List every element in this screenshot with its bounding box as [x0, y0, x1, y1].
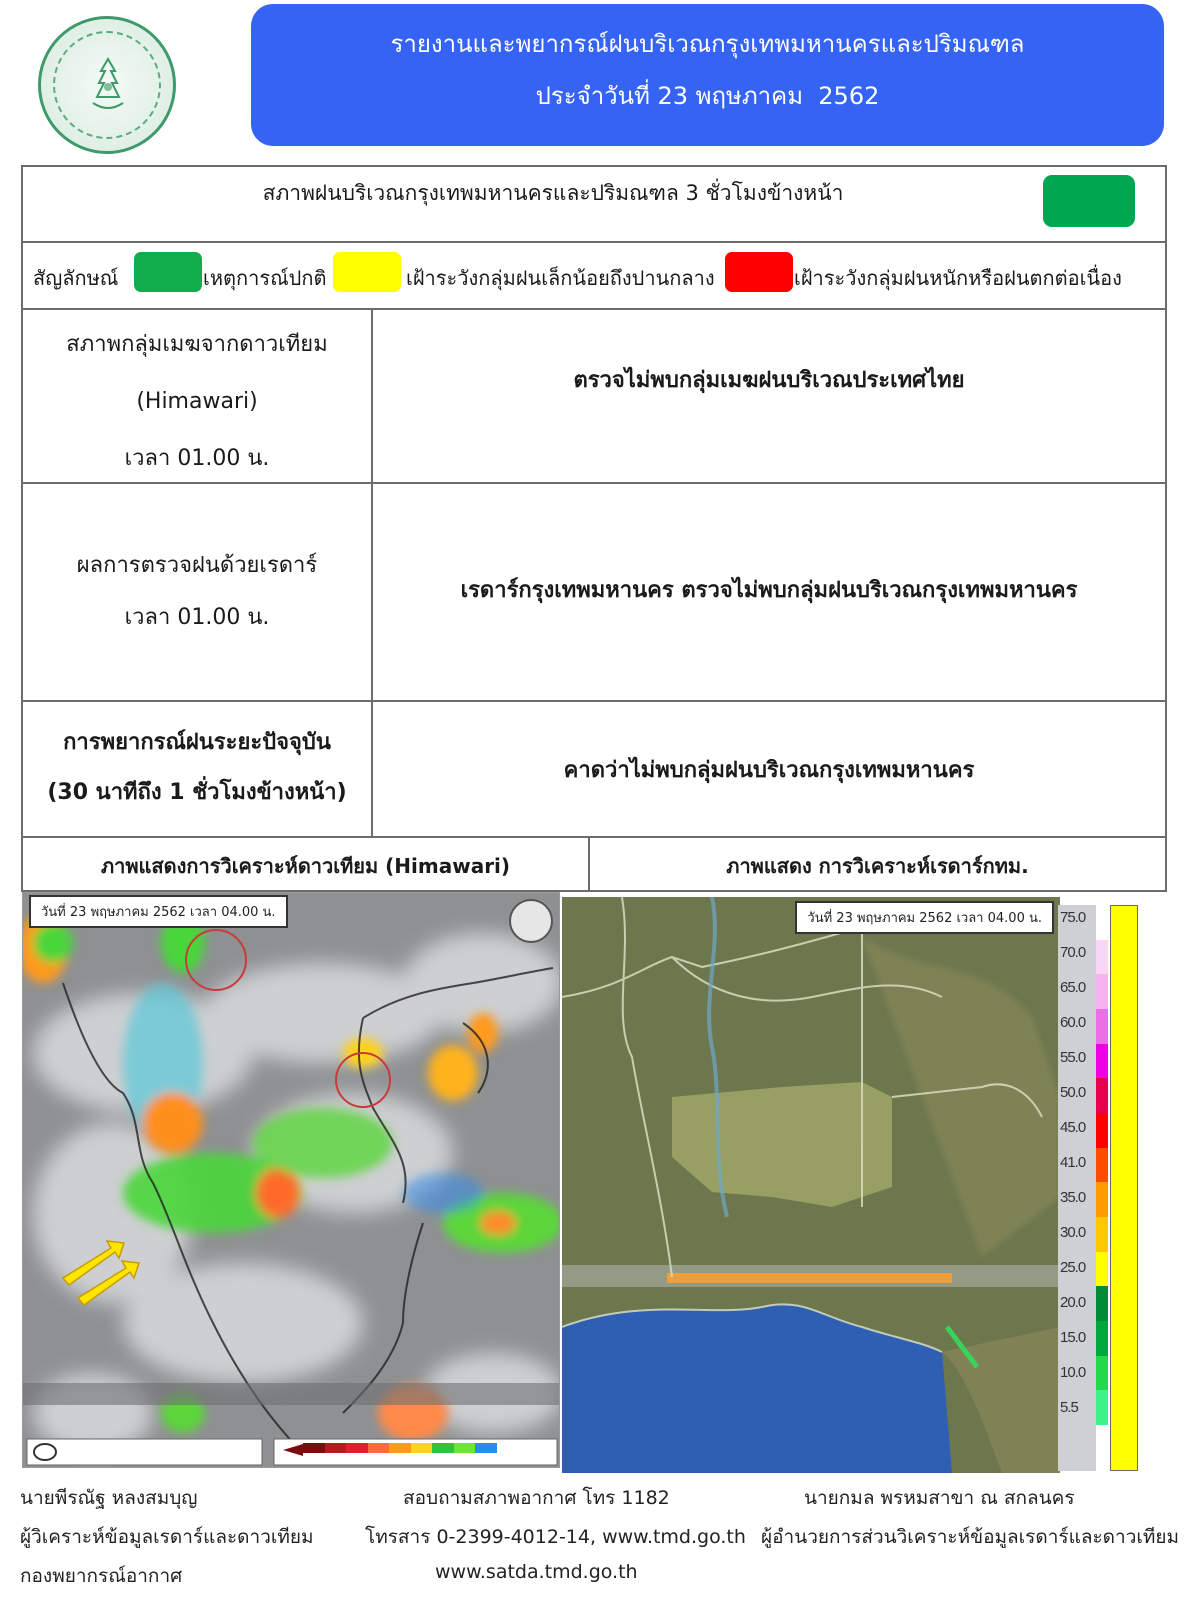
legend-swatch-watch-light [333, 252, 401, 292]
satellite-timestamp: วันที่ 23 พฤษภาคม 2562 เวลา 04.00 น. [29, 895, 288, 928]
report-title: รายงานและพยากรณ์ฝนบริเวณกรุงเทพมหานครและปริมณฑล [390, 30, 1025, 58]
radar-row-label: ผลการตรวจฝนด้วยเรดาร์ เวลา 01.00 น. [76, 553, 318, 630]
satda-website-link[interactable]: www.satda.tmd.go.th [435, 1561, 638, 1583]
analyst-name: นายพีรณัฐ หลงสมบุญ [20, 1487, 198, 1509]
satellite-row-value: ตรวจไม่พบกลุ่มเมฆฝนบริเวณประเทศไทย [573, 368, 965, 393]
scale-color-segment [1096, 1009, 1108, 1044]
temp-scale-segment [432, 1443, 454, 1453]
satellite-row-label: สภาพกลุ่มเมฆจากดาวเทียม (Himawari) เวลา 01.00 น. [66, 332, 328, 471]
scale-color-bar [1096, 905, 1108, 1425]
scale-tick: 60.0 [1060, 1014, 1086, 1031]
scale-tick: 55.0 [1060, 1049, 1086, 1066]
scale-color-segment [1096, 905, 1108, 940]
analyst-division: กองพยากรณ์อากาศ [20, 1565, 183, 1587]
bangkok-radar-image [562, 897, 1060, 1473]
report-date: ประจำวันที่ 23 พฤษภาคม 2562 [535, 82, 880, 110]
temp-scale-segment [325, 1443, 347, 1453]
radar-row [23, 484, 1165, 702]
temp-scale-segment [346, 1443, 368, 1453]
scale-tick: 30.0 [1060, 1224, 1086, 1241]
legend-label-normal: เหตุการณ์ปกติ [203, 266, 327, 290]
scale-tick: 65.0 [1060, 979, 1086, 996]
legend-label-watch-heavy: เฝ้าระวังกลุ่มฝนหนักหรือฝนตกต่อเนื่อง [794, 266, 1122, 290]
temp-scale-segment [497, 1443, 519, 1453]
fax-and-website[interactable]: โทรสาร 0-2399-4012-14, www.tmd.go.th [365, 1526, 746, 1548]
nowcast-row-label: การพยากรณ์ฝนระยะปัจจุบัน (30 นาทีถึง 1 ชั่วโมงข้างหน้า) [47, 730, 347, 805]
scale-category-band [1110, 905, 1138, 1471]
scale-tick: 35.0 [1060, 1189, 1086, 1206]
himawari-satellite-image [22, 892, 560, 1468]
nowcast-row [23, 702, 1165, 838]
legend-row [23, 243, 1165, 310]
director-name: นายกมล พรหมสาขา ณ สกลนคร [804, 1487, 1075, 1509]
scale-tick: 10.0 [1060, 1364, 1086, 1381]
scale-color-segment [1096, 1148, 1108, 1183]
status-label: สภาพฝนบริเวณกรุงเทพมหานครและปริมณฑล 3 ชั่วโมงข้างหน้า [262, 181, 844, 205]
radar-dbz-scale [1058, 905, 1140, 1471]
temp-scale-segment [454, 1443, 476, 1453]
scale-color-segment [1096, 1390, 1108, 1425]
scale-color-segment [1096, 1321, 1108, 1356]
nowcast-row-value: คาดว่าไม่พบกลุ่มฝนบริเวณกรุงเทพมหานคร [563, 758, 975, 783]
scale-color-segment [1096, 1252, 1108, 1287]
scale-tick: 50.0 [1060, 1084, 1086, 1101]
scale-tick: 70.0 [1060, 944, 1086, 961]
legend-label-watch-light: เฝ้าระวังกลุ่มฝนเล็กน้อยถึงปานกลาง [406, 266, 715, 290]
report-footer [0, 1483, 1200, 1600]
legend-swatch-normal [134, 252, 202, 292]
satellite-row [23, 310, 1165, 484]
temp-scale-segment [411, 1443, 433, 1453]
scale-color-segment [1096, 940, 1108, 975]
scale-color-segment [1096, 1078, 1108, 1113]
temp-scale-segment [368, 1443, 390, 1453]
scale-tick-labels [1058, 905, 1096, 1471]
temp-scale-segment [389, 1443, 411, 1453]
radar-map [562, 897, 1060, 1473]
scale-tick: 25.0 [1060, 1259, 1086, 1276]
status-row [23, 167, 1165, 243]
status-indicator [1043, 175, 1135, 227]
satellite-cloud-map [23, 893, 560, 1468]
scale-color-segment [1096, 1286, 1108, 1321]
scale-color-segment [1096, 1182, 1108, 1217]
tmd-watermark-icon [509, 899, 553, 943]
scale-tick: 75.0 [1060, 909, 1086, 926]
legend-swatch-watch-heavy [725, 252, 793, 292]
rain-report-table [21, 165, 1167, 892]
scale-color-segment [1096, 974, 1108, 1009]
legend-title: สัญลักษณ์ [33, 266, 119, 290]
scale-color-segment [1096, 1217, 1108, 1252]
scale-tick: 41.0 [1060, 1154, 1086, 1171]
scale-tick: 5.5 [1060, 1399, 1078, 1416]
scale-tick: 20.0 [1060, 1294, 1086, 1311]
radar-caption: ภาพแสดง การวิเคราะห์เรดาร์กทม. [726, 854, 1029, 878]
scale-color-segment [1096, 1356, 1108, 1391]
report-title-banner [251, 4, 1164, 146]
scale-color-segment [1096, 1044, 1108, 1079]
scale-tick: 45.0 [1060, 1119, 1086, 1136]
tmd-seal-logo [38, 16, 176, 154]
scale-tick: 15.0 [1060, 1329, 1086, 1346]
satellite-temperature-scale [303, 1443, 518, 1453]
analyst-title: ผู้วิเคราะห์ข้อมูลเรดาร์และดาวเทียม [20, 1526, 314, 1548]
image-caption-row [23, 838, 1165, 890]
temp-scale-segment [303, 1443, 325, 1453]
temp-scale-segment [475, 1443, 497, 1453]
radar-row-value: เรดาร์กรุงเทพมหานคร ตรวจไม่พบกลุ่มฝนบริเวณกรุงเทพมหานคร [460, 578, 1078, 603]
scale-color-segment [1096, 1113, 1108, 1148]
seal-emblem-icon [83, 57, 133, 115]
weather-hotline: สอบถามสภาพอากาศ โทร 1182 [403, 1487, 670, 1509]
satellite-caption: ภาพแสดงการวิเคราะห์ดาวเทียม (Himawari) [100, 854, 511, 878]
radar-timestamp: วันที่ 23 พฤษภาคม 2562 เวลา 04.00 น. [795, 901, 1054, 934]
director-title: ผู้อำนวยการส่วนวิเคราะห์ข้อมูลเรดาร์และดาวเทียม [761, 1526, 1180, 1548]
